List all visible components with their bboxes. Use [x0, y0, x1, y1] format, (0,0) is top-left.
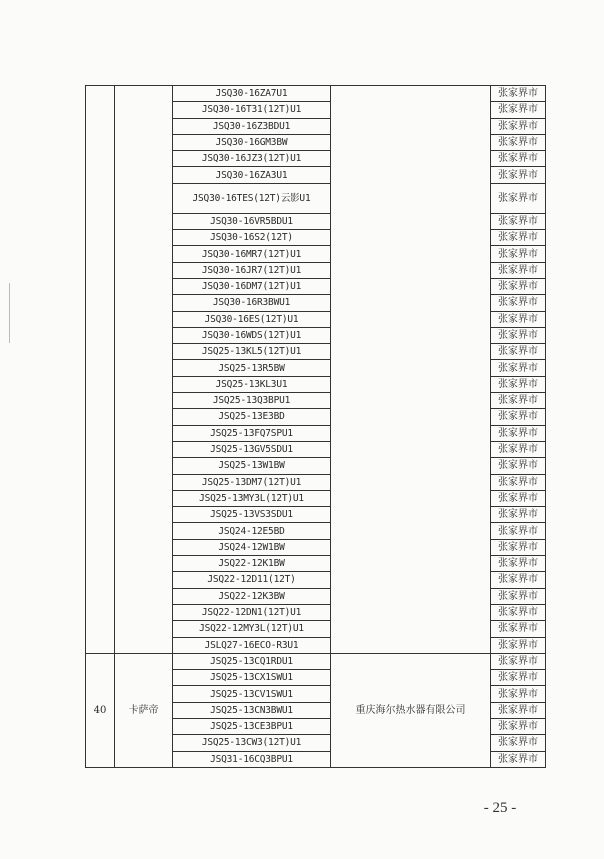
model-cell: JSQ25-13CN3BWU1 — [173, 702, 331, 718]
model-cell: JSLQ27-16ECO-R3U1 — [173, 637, 331, 653]
model-cell: JSQ22-12K3BW — [173, 588, 331, 604]
brand-cell — [115, 86, 173, 654]
brand-cell: 卡萨帝 — [115, 653, 173, 767]
city-cell: 张家界市 — [491, 118, 546, 134]
model-cell: JSQ24-12E5BD — [173, 523, 331, 539]
page-number: - 25 - — [483, 800, 517, 816]
city-cell: 张家界市 — [491, 295, 546, 311]
city-cell: 张家界市 — [491, 637, 546, 653]
scan-margin-mark — [9, 283, 10, 343]
model-cell: JSQ25-13MY3L(12T)U1 — [173, 490, 331, 506]
city-cell: 张家界市 — [491, 230, 546, 246]
city-cell: 张家界市 — [491, 327, 546, 343]
city-cell: 张家界市 — [491, 556, 546, 572]
city-cell: 张家界市 — [491, 376, 546, 392]
model-cell: JSQ30-16WDS(12T)U1 — [173, 327, 331, 343]
product-list-table — [85, 85, 546, 768]
model-cell: JSQ25-13Q3BPU1 — [173, 393, 331, 409]
city-cell: 张家界市 — [491, 167, 546, 183]
model-cell: JSQ25-13GV5SDU1 — [173, 441, 331, 457]
model-cell: JSQ30-16MR7(12T)U1 — [173, 246, 331, 262]
model-cell: JSQ30-16Z3BDU1 — [173, 118, 331, 134]
model-cell: JSQ25-13CQ1RDU1 — [173, 653, 331, 669]
model-cell: JSQ30-16ES(12T)U1 — [173, 311, 331, 327]
city-cell: 张家界市 — [491, 523, 546, 539]
city-cell: 张家界市 — [491, 490, 546, 506]
city-cell: 张家界市 — [491, 409, 546, 425]
city-cell: 张家界市 — [491, 213, 546, 229]
model-cell: JSQ31-16CQ3BPU1 — [173, 751, 331, 767]
city-cell: 张家界市 — [491, 425, 546, 441]
model-cell: JSQ25-13KL5(12T)U1 — [173, 344, 331, 360]
model-cell: JSQ22-12DN1(12T)U1 — [173, 604, 331, 620]
table-row — [86, 653, 546, 669]
company-cell — [331, 86, 491, 654]
model-cell: JSQ25-13CX1SWU1 — [173, 670, 331, 686]
model-cell: JSQ25-13VS3SDU1 — [173, 507, 331, 523]
city-cell: 张家界市 — [491, 246, 546, 262]
model-cell: JSQ25-13KL3U1 — [173, 376, 331, 392]
model-cell: JSQ24-12W1BW — [173, 539, 331, 555]
city-cell: 张家界市 — [491, 474, 546, 490]
model-cell: JSQ30-16ZA3U1 — [173, 167, 331, 183]
company-cell: 重庆海尔热水器有限公司 — [331, 653, 491, 767]
model-cell: JSQ25-13W1BW — [173, 458, 331, 474]
model-cell: JSQ25-13CW3(12T)U1 — [173, 735, 331, 751]
city-cell: 张家界市 — [491, 702, 546, 718]
model-cell: JSQ30-16VR5BDU1 — [173, 213, 331, 229]
city-cell: 张家界市 — [491, 393, 546, 409]
city-cell: 张家界市 — [491, 441, 546, 457]
city-cell: 张家界市 — [491, 458, 546, 474]
city-cell: 张家界市 — [491, 262, 546, 278]
model-cell: JSQ30-16JR7(12T)U1 — [173, 262, 331, 278]
city-cell: 张家界市 — [491, 134, 546, 150]
city-cell: 张家界市 — [491, 572, 546, 588]
index-cell: 40 — [86, 653, 115, 767]
model-cell: JSQ22-12D11(12T) — [173, 572, 331, 588]
model-cell: JSQ30-16T31(12T)U1 — [173, 102, 331, 118]
model-cell: JSQ30-16S2(12T) — [173, 230, 331, 246]
model-cell: JSQ25-13E3BD — [173, 409, 331, 425]
model-cell: JSQ25-13DM7(12T)U1 — [173, 474, 331, 490]
table-row — [86, 86, 546, 102]
model-cell: JSQ22-12K1BW — [173, 556, 331, 572]
city-cell: 张家界市 — [491, 670, 546, 686]
city-cell: 张家界市 — [491, 151, 546, 167]
city-cell: 张家界市 — [491, 311, 546, 327]
model-cell: JSQ30-16ZA7U1 — [173, 86, 331, 102]
city-cell: 张家界市 — [491, 621, 546, 637]
city-cell: 张家界市 — [491, 751, 546, 767]
city-cell: 张家界市 — [491, 718, 546, 734]
city-cell: 张家界市 — [491, 86, 546, 102]
model-cell: JSQ30-16JZ3(12T)U1 — [173, 151, 331, 167]
city-cell: 张家界市 — [491, 507, 546, 523]
city-cell: 张家界市 — [491, 360, 546, 376]
city-cell: 张家界市 — [491, 278, 546, 294]
city-cell: 张家界市 — [491, 604, 546, 620]
city-cell: 张家界市 — [491, 539, 546, 555]
model-cell: JSQ30-16DM7(12T)U1 — [173, 278, 331, 294]
city-cell: 张家界市 — [491, 183, 546, 213]
city-cell: 张家界市 — [491, 686, 546, 702]
city-cell: 张家界市 — [491, 588, 546, 604]
model-cell: JSQ25-13CV1SWU1 — [173, 686, 331, 702]
model-cell: JSQ22-12MY3L(12T)U1 — [173, 621, 331, 637]
model-cell: JSQ25-13FQ7SPU1 — [173, 425, 331, 441]
model-cell: JSQ25-13R5BW — [173, 360, 331, 376]
model-cell: JSQ25-13CE3BPU1 — [173, 718, 331, 734]
city-cell: 张家界市 — [491, 344, 546, 360]
city-cell: 张家界市 — [491, 653, 546, 669]
model-cell: JSQ30-16GM3BW — [173, 134, 331, 150]
model-cell: JSQ30-16R3BWU1 — [173, 295, 331, 311]
index-cell — [86, 86, 115, 654]
city-cell: 张家界市 — [491, 735, 546, 751]
city-cell: 张家界市 — [491, 102, 546, 118]
model-cell: JSQ30-16TES(12T)云影U1 — [173, 183, 331, 213]
